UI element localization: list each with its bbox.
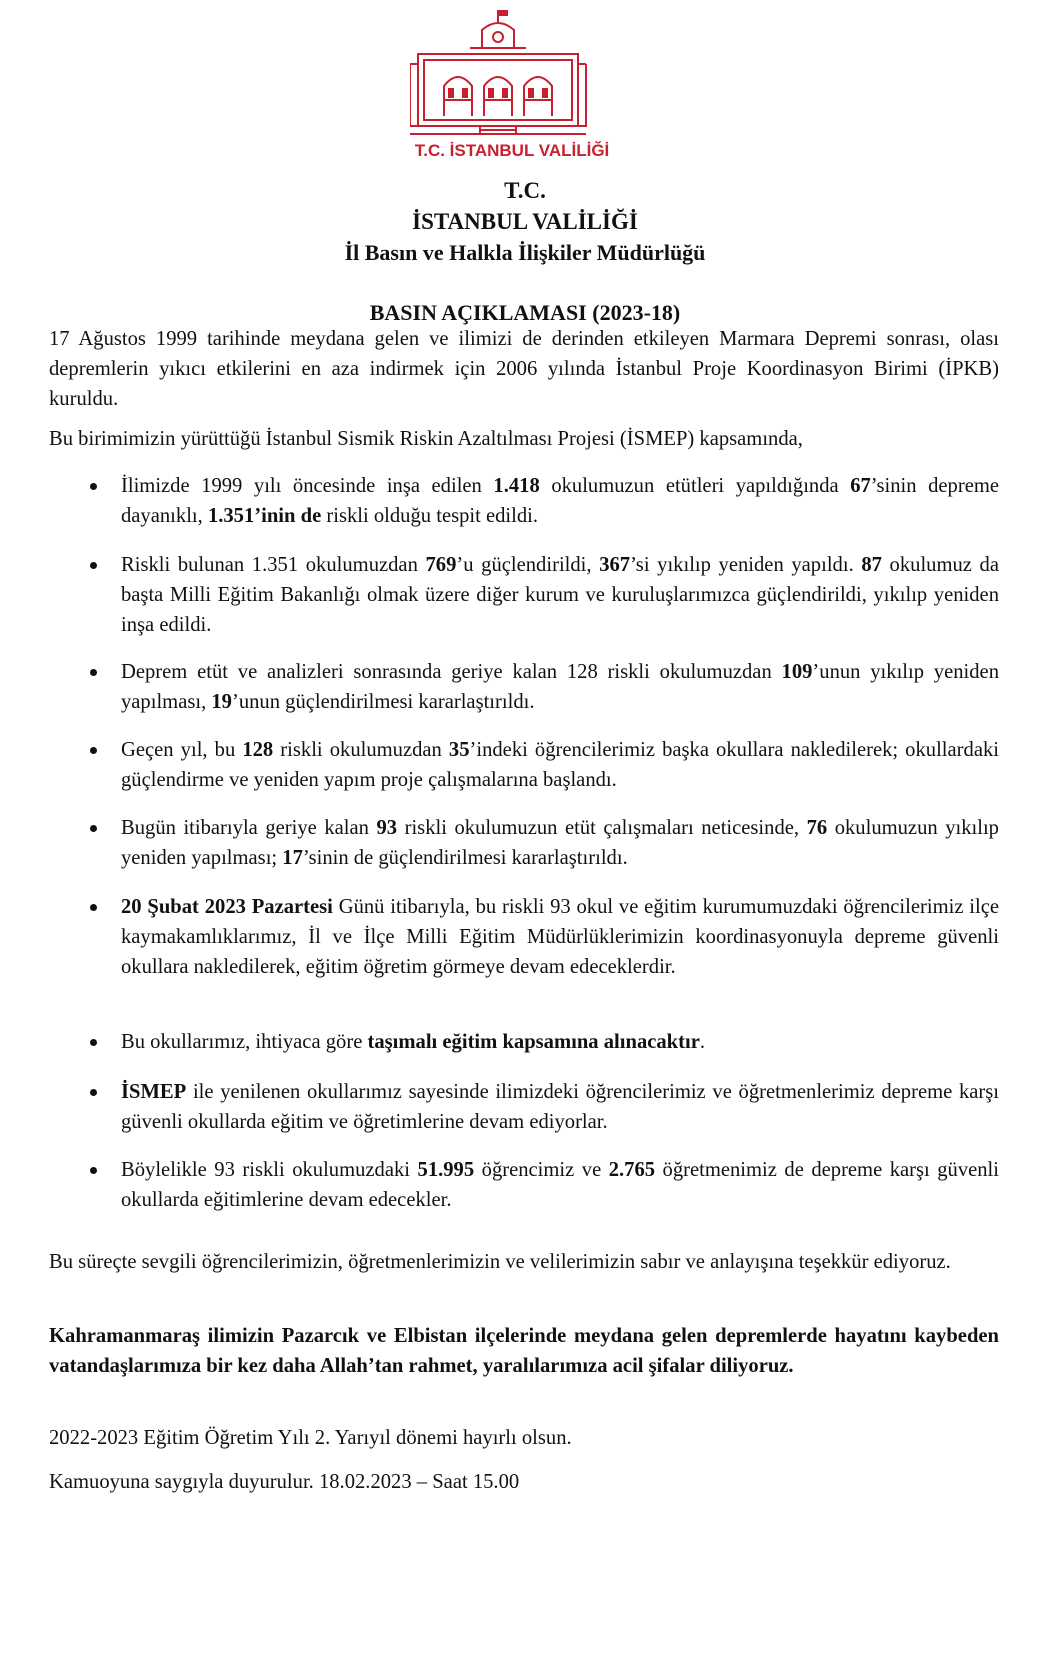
bullet-dot-icon bbox=[90, 904, 97, 911]
bullet-dot-icon bbox=[90, 1167, 97, 1174]
thanks-paragraph: Bu süreçte sevgili öğrencilerimizin, öğretmenlerimizin ve velilerimizin sabır ve anlayışına teşekkür ediyoruz. bbox=[49, 1251, 951, 1273]
header-governorship: İSTANBUL VALİLİĞİ bbox=[412, 209, 638, 234]
bullet-dot-icon bbox=[90, 483, 97, 490]
bullet-dot-icon bbox=[90, 825, 97, 832]
bullet-dot-icon bbox=[90, 747, 97, 754]
list-item: 20 Şubat 2023 Pazartesi Günü itibarıyla, bu riskli 93 okul ve eğitim kurumumuzdaki öğrencilerimiz ilçe kaymakamlıklarımız, İl ve İlçe Milli Eğitim Müdürlüklerimizin koordinasyonuyla depreme güvenli okullara nakledilerek, eğitim öğretim görmeye devam edeceklerdir. bbox=[121, 892, 999, 982]
bullet-dot-icon bbox=[90, 669, 97, 676]
logo-caption: T.C. İSTANBUL VALİLİĞİ bbox=[414, 141, 610, 160]
press-release-title: BASIN AÇIKLAMASI (2023-18) bbox=[369, 300, 681, 325]
header-directorate: İl Basın ve Halkla İlişkiler Müdürlüğü bbox=[344, 240, 706, 265]
list-item: İlimizde 1999 yılı öncesinde inşa edilen 1.418 okulumuzun etütleri yapıldığında 67’sinin depreme dayanıklı, 1.351’inin de riskli olduğu tespit edildi. bbox=[121, 471, 999, 531]
condolence-paragraph: Kahramanmaraş ilimizin Pazarcık ve Elbistan ilçelerinde meydana gelen depremlerde hayatını kaybeden vatandaşlarımıza bir kez daha Allah’tan rahmet, yaralılarımıza acil şifalar diliyoruz. bbox=[49, 1325, 999, 1377]
intro-paragraph: 17 Ağustos 1999 tarihinde meydana gelen ve ilimizi de derinden etkileyen Marmara Depremi sonrası, olası depremlerin yıkıcı etkilerini en aza indirmek için 2006 yılında İstanbul Proje Koordinasyon Birimi (İPKB) kuruldu. bbox=[49, 328, 999, 410]
list-item: Deprem etüt ve analizleri sonrasında geriye kalan 128 riskli okulumuzdan 109’unun yıkılıp yeniden yapılması, 19’unun güçlendirilmesi kararlaştırıldı. bbox=[121, 657, 999, 717]
semester-wish: 2022-2023 Eğitim Öğretim Yılı 2. Yarıyıl dönemi hayırlı olsun. bbox=[49, 1427, 572, 1449]
closing-line: Kamuoyuna saygıyla duyurulur. 18.02.2023 – Saat 15.00 bbox=[49, 1471, 520, 1493]
list-item: Bu okullarımız, ihtiyaca göre taşımalı eğitim kapsamına alınacaktır. bbox=[121, 1027, 999, 1057]
list-item: Geçen yıl, bu 128 riskli okulumuzdan 35’indeki öğrencilerimiz başka okullara nakledilerek; okullardaki güçlendirme ve yeniden yapım proje çalışmalarına başlandı. bbox=[121, 735, 999, 795]
bullet-dot-icon bbox=[90, 562, 97, 569]
governorship-building-icon bbox=[410, 8, 640, 168]
header-tc: T.C. bbox=[504, 178, 546, 203]
list-item: Bugün itibarıyla geriye kalan 93 riskli okulumuzun etüt çalışmaları neticesinde, 76 okulumuzun yıkılıp yeniden yapılması; 17’sinin de güçlendirilmesi kararlaştırıldı. bbox=[121, 813, 999, 873]
bullet-dot-icon bbox=[90, 1039, 97, 1046]
list-item: Riskli bulunan 1.351 okulumuzdan 769’u güçlendirildi, 367’si yıkılıp yeniden yapıldı. 87 okulumuz da başta Milli Eğitim Bakanlığı olmak üzere diğer kurum ve kuruluşlarımızca güçlendirildi, yıkılıp yeniden inşa edildi. bbox=[121, 550, 999, 640]
istanbul-governorship-logo bbox=[410, 8, 640, 168]
list-item: İSMEP ile yenilenen okullarımız sayesinde ilimizdeki öğrencilerimiz ve öğretmenlerimiz depreme karşı güvenli okullarda eğitim ve öğretimlerine devam ediyorlar. bbox=[121, 1077, 999, 1137]
bullet-dot-icon bbox=[90, 1089, 97, 1096]
lead-paragraph: Bu birimimizin yürüttüğü İstanbul Sismik Riskin Azaltılması Projesi (İSMEP) kapsamında, bbox=[49, 428, 803, 450]
list-item: Böylelikle 93 riskli okulumuzdaki 51.995 öğrencimiz ve 2.765 öğretmenimiz de depreme karşı güvenli okullarda eğitimlerine devam edecekler. bbox=[121, 1155, 999, 1215]
